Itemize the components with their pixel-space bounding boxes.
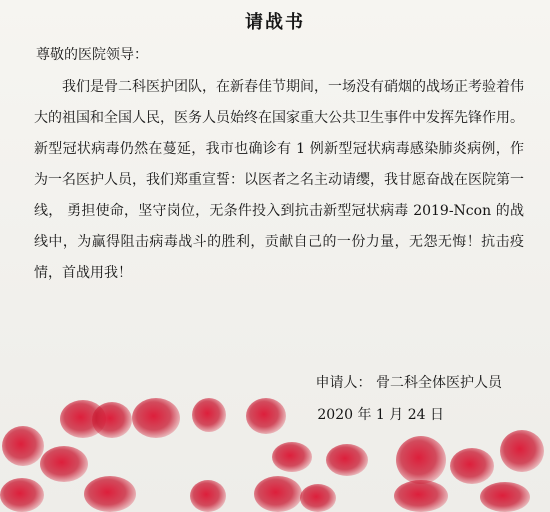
fingerprint: [246, 398, 286, 434]
fingerprint: [0, 478, 44, 512]
fingerprint: [300, 484, 336, 512]
applicant-line: 申请人： 骨二科全体医护人员: [315, 375, 502, 391]
fingerprint: [132, 398, 180, 438]
fingerprint: [2, 426, 44, 466]
letter-title: 请战书: [245, 12, 305, 33]
fingerprint: [326, 444, 368, 476]
fingerprint: [60, 400, 106, 438]
fingerprint: [192, 398, 226, 432]
fingerprint: [40, 446, 88, 482]
fingerprint: [480, 482, 530, 512]
letter-body: [34, 72, 524, 289]
fingerprint: [450, 448, 494, 484]
fingerprint: [92, 402, 132, 438]
date-line: 2020 年 1 月 24 日: [317, 407, 444, 423]
body-paragraph: 我们是骨二科医护团队，在新春佳节期间，一场没有硝烟的战场正考验着伟大的祖国和全国人民，医务人员始终在国家重大公共卫生事件中发挥先锋作用。新型冠状病毒仍然在蔓延，我市也确诊有 1 例新型冠状病毒感染肺炎病例，作为一名医护人员，我们郑重宣誓：以医者之名主动请缨，我甘愿奋战在医院第一线， 勇担使命，坚守岗位，无条件投入到抗击新型冠状病毒 2019-Ncon 的战线中，为赢得阻击病毒战斗的胜利，贡献自己的一份力量，无怨无悔！抗击疫情，首战用我！: [34, 79, 524, 281]
fingerprint: [500, 430, 544, 472]
fingerprint: [254, 476, 302, 512]
fingerprint: [396, 436, 446, 484]
fingerprint: [394, 480, 448, 512]
fingerprint: [272, 442, 312, 472]
fingerprint: [84, 476, 136, 512]
salutation: 尊敬的医院领导：: [36, 47, 148, 63]
fingerprint: [190, 480, 226, 512]
